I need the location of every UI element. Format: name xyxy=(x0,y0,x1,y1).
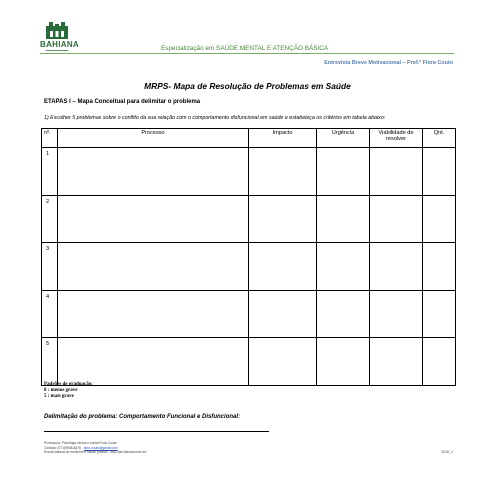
header-impact: Impacto xyxy=(249,129,317,148)
legend-title: Padrões de graduação: xyxy=(44,382,93,387)
urgency-cell[interactable] xyxy=(317,195,370,243)
bahiana-emblem-icon xyxy=(46,22,68,39)
footer-page-ref: 2016_1 xyxy=(441,450,453,454)
row-number: 1 xyxy=(42,148,58,196)
section-title: ETAPAS I – Mapa Conceitual para delimitar o problema xyxy=(44,99,201,105)
impact-cell[interactable] xyxy=(249,195,317,243)
legend-high: 5 : mais grave xyxy=(44,394,74,400)
quantity-cell[interactable] xyxy=(423,338,456,386)
urgency-cell[interactable] xyxy=(317,290,370,338)
quantity-cell[interactable] xyxy=(423,243,456,291)
table-row xyxy=(42,148,456,196)
impact-cell[interactable] xyxy=(249,338,317,386)
header-divider xyxy=(40,53,454,54)
viability-cell[interactable] xyxy=(370,338,423,386)
urgency-cell[interactable] xyxy=(317,338,370,386)
impact-cell[interactable] xyxy=(249,148,317,196)
table-row xyxy=(42,338,456,386)
logo-text: BAHIANA xyxy=(40,40,79,49)
table-row xyxy=(42,243,456,291)
row-number: 3 xyxy=(42,243,58,291)
quantity-cell[interactable] xyxy=(423,195,456,243)
process-cell[interactable] xyxy=(58,243,249,291)
document-title: MRPS- Mapa de Resolução de Problemas em Saúde xyxy=(144,81,351,91)
table-row xyxy=(42,290,456,338)
row-number: 2 xyxy=(42,195,58,243)
row-number: 5 xyxy=(42,338,58,386)
table-header-row xyxy=(42,129,456,148)
logo-subline-decoration: ▬▬▬▬▬▬▬▬▬ xyxy=(45,49,69,52)
footer xyxy=(44,441,147,455)
grading-legend xyxy=(44,382,93,401)
delimitation-label: Delimitação do problema: Comportamento Funcional e Disfuncional: xyxy=(44,414,241,420)
header-viability: Viabilidade de resolver xyxy=(370,129,423,148)
impact-cell[interactable] xyxy=(249,243,317,291)
delimitation-answer-line[interactable] xyxy=(44,431,269,432)
footer-school: Escola baiana de medicina e saúde pública - http://psi.bahiana.edu.br/ xyxy=(44,450,147,455)
instruction-text: 1) Escolher 5 problemas sobre o conflito da sua relação com o comportamento disfuncional em saúde e estabeleça os critérios em tabela abaixo: xyxy=(44,115,386,121)
legend-low: 0 : menos grave xyxy=(44,388,78,394)
interview-subtitle: Entrevista Breve Motivacional – Prof.ª Flora Couto xyxy=(324,60,453,66)
viability-cell[interactable] xyxy=(370,195,423,243)
quantity-cell[interactable] xyxy=(423,148,456,196)
process-cell[interactable] xyxy=(58,148,249,196)
viability-cell[interactable] xyxy=(370,148,423,196)
viability-cell[interactable] xyxy=(370,243,423,291)
bahiana-logo xyxy=(40,22,79,52)
impact-cell[interactable] xyxy=(249,290,317,338)
process-cell[interactable] xyxy=(58,290,249,338)
process-cell[interactable] xyxy=(58,195,249,243)
header-quantity: Qnt. xyxy=(423,129,456,148)
header-process: Processo xyxy=(58,129,249,148)
urgency-cell[interactable] xyxy=(317,243,370,291)
footer-professor: Professora: Psicóloga clínica e social Flora Couto xyxy=(44,441,117,445)
viability-cell[interactable] xyxy=(370,290,423,338)
table-row xyxy=(42,195,456,243)
problems-table xyxy=(41,128,456,386)
quantity-cell[interactable] xyxy=(423,290,456,338)
specialization-title: Especialização em SAÚDE MENTAL E ATENÇÃO BÁSICA xyxy=(161,45,329,52)
header-urgency: Urgência xyxy=(317,129,370,148)
footer-email-link[interactable]: flora.couto@gmail.com xyxy=(83,445,118,450)
urgency-cell[interactable] xyxy=(317,148,370,196)
process-cell[interactable] xyxy=(58,338,249,386)
header-number: nº. xyxy=(42,129,58,148)
row-number: 4 xyxy=(42,290,58,338)
footer-contact-prefix: Contato: (071)9948-6876 - xyxy=(44,445,84,450)
